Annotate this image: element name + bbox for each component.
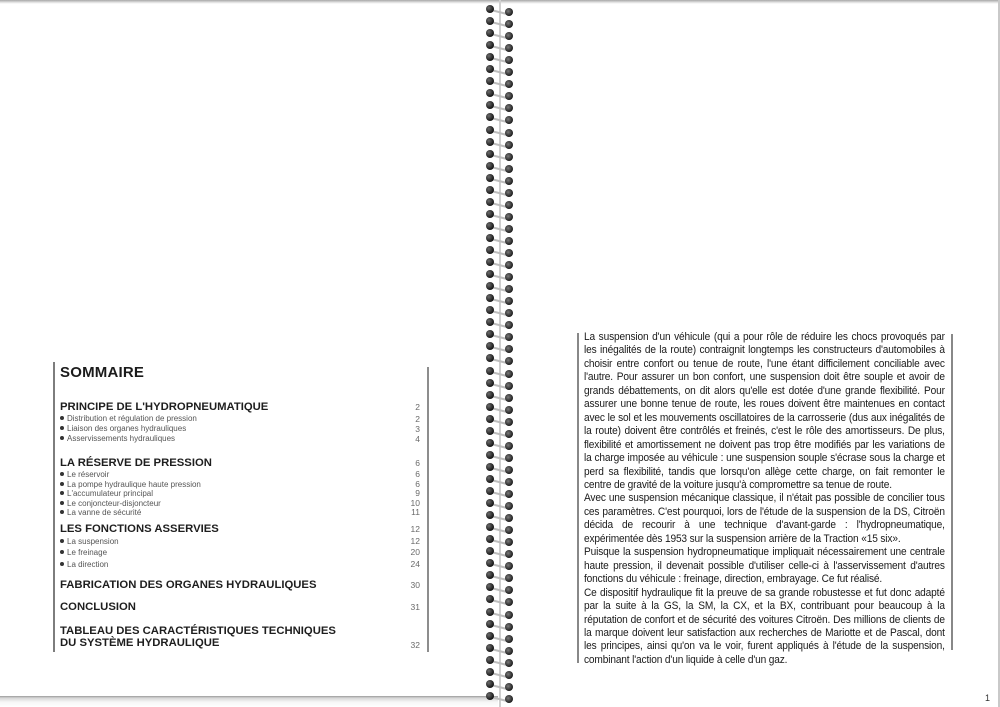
spiral-ring-icon [480, 4, 520, 16]
paragraph: Ce dispositif hydraulique fit la preuve de sa grande robustesse et fut donc adapté par la suite à la GS, la SM, la CX, et la BX, contribuant pour beaucoup à la réputation de confort et de sécurité des voitures Citroën. Des millions de clients de la marque doivent leur satisfaction aux recherches de Mariotte et de Pascal, dont les principes, ainsi qu'on va le voir, furent appliqués à l'étude de la suspension, combinant l'action d'un liquide à celle d'un gaz. [584, 586, 945, 666]
bullet-icon [60, 472, 64, 476]
spiral-ring-icon [480, 462, 520, 474]
toc-item[interactable] [60, 414, 420, 424]
spiral-ring-icon [480, 329, 520, 341]
spiral-ring-icon [480, 209, 520, 221]
spiral-ring-icon [480, 40, 520, 52]
toc-item-label: Liaison des organes hydrauliques [67, 424, 187, 434]
toc-item-label: Distribution et régulation de pression [67, 414, 197, 423]
spiral-ring-icon [480, 667, 520, 679]
spiral-ring-icon [480, 474, 520, 486]
spiral-ring-icon [480, 655, 520, 667]
spiral-ring-icon [480, 414, 520, 426]
spiral-ring-icon [480, 245, 520, 257]
toc-section-fonctions [60, 523, 420, 570]
spiral-ring-icon [480, 631, 520, 643]
spiral-ring-icon [480, 257, 520, 269]
spiral-ring-icon [480, 510, 520, 522]
bullet-icon [60, 562, 64, 566]
bullet-icon [60, 491, 64, 495]
toc-item[interactable] [60, 559, 420, 570]
spiral-ring-icon [480, 28, 520, 40]
spiral-ring-icon [480, 173, 520, 185]
toc-page-number: 9 [415, 488, 420, 498]
spiral-ring-icon [480, 522, 520, 534]
toc-item-label: La pompe hydraulique haute pression [67, 479, 201, 489]
toc-heading[interactable] [60, 579, 420, 592]
toc-heading-label: PRINCIPE DE L'HYDROPNEUMATIQUE [60, 401, 269, 413]
toc-heading-label-line2: DU SYSTÈME HYDRAULIQUE [60, 637, 220, 649]
toc-item[interactable] [60, 470, 420, 480]
toc-page-number: 6 [415, 469, 420, 479]
spiral-ring-icon [480, 353, 520, 365]
spiral-ring-icon [480, 378, 520, 390]
toc-heading[interactable] [60, 401, 420, 414]
bullet-icon [60, 482, 64, 486]
bullet-icon [60, 501, 64, 505]
toc-heading-label: LES FONCTIONS ASSERVIES [60, 523, 219, 535]
bullet-icon [60, 539, 64, 543]
spiral-ring-icon [480, 366, 520, 378]
text-right-rule [951, 334, 953, 650]
spiral-ring-icon [480, 269, 520, 281]
page-number: 1 [985, 693, 991, 703]
intro-text-block [584, 331, 945, 667]
spiral-ring-icon [480, 16, 520, 28]
toc-item-label: La direction [67, 559, 109, 569]
toc-item-label: Asservissements hydrauliques [67, 434, 176, 444]
toc-section-principe [60, 401, 420, 445]
toc-item[interactable] [60, 499, 420, 509]
toc-title: SOMMAIRE [60, 364, 145, 381]
spiral-ring-icon [480, 64, 520, 76]
toc-page-number: 6 [415, 478, 420, 489]
spiral-ring-icon [480, 486, 520, 498]
toc-heading[interactable] [60, 457, 420, 470]
toc-page-number: 2 [415, 402, 420, 412]
toc-page-number: 31 [410, 602, 420, 612]
spiral-ring-icon [480, 233, 520, 245]
spiral-binding-icon [480, 0, 520, 707]
spiral-ring-icon [480, 52, 520, 64]
spiral-ring-icon [480, 546, 520, 558]
toc-page-number: 12 [410, 524, 420, 534]
toc-section-conclusion [60, 601, 420, 614]
left-page-bottom-edge [0, 696, 498, 707]
spiral-ring-icon [480, 197, 520, 209]
spiral-ring-icon [480, 112, 520, 124]
toc-item[interactable] [60, 489, 420, 499]
toc-page-number: 10 [410, 497, 420, 508]
spiral-ring-icon [480, 450, 520, 462]
paragraph: Avec une suspension mécanique classique, il n'était pas possible de concilier tous ces paramètres. C'est pourquoi, lors de l'étude de la suspension de la DS, Citroën décida de recourir à une technique d'avant-garde : l'hydropneumatique, expérimentée dès 1953 sur la suspension arrière de la Traction «15 six». [584, 492, 945, 545]
spiral-ring-icon [480, 305, 520, 317]
toc-page-number: 3 [415, 424, 420, 435]
spiral-ring-icon [480, 281, 520, 293]
toc-page-number: 20 [410, 547, 420, 558]
spiral-ring-icon [480, 293, 520, 305]
toc-page-number: 11 [411, 507, 420, 517]
paragraph: Puisque la suspension hydropneumatique impliquait nécessairement une centrale haute pression, il devenait possible d'utiliser celle-ci à l'asservissement d'autres fonctions du véhicule : freinage, direction, embrayage. Ce fut réalisé. [584, 546, 945, 586]
toc-page-number: 12 [410, 536, 420, 546]
toc-page-number: 2 [415, 414, 420, 424]
spiral-ring-icon [480, 534, 520, 546]
toc-item-label: Le freinage [67, 548, 108, 558]
spiral-ring-icon [480, 88, 520, 100]
toc-heading[interactable] [60, 601, 420, 614]
spiral-ring-icon [480, 607, 520, 619]
spiral-ring-icon [480, 100, 520, 112]
toc-item[interactable] [60, 536, 420, 547]
toc-heading-label: FABRICATION DES ORGANES HYDRAULIQUES [60, 579, 317, 591]
spiral-ring-icon [480, 570, 520, 582]
spiral-ring-icon [480, 426, 520, 438]
toc-item-label: La suspension [67, 537, 119, 546]
toc-heading[interactable] [60, 625, 420, 649]
spiral-ring-icon [480, 76, 520, 88]
spiral-ring-icon [480, 161, 520, 173]
toc-page-number: 6 [415, 458, 420, 468]
toc-page-number: 30 [410, 580, 420, 590]
spiral-ring-icon [480, 185, 520, 197]
toc-item-label: Le conjoncteur-disjoncteur [67, 498, 161, 508]
bullet-icon [60, 510, 64, 514]
toc-item-label: Le réservoir [67, 470, 110, 479]
toc-item-label: L'accumulateur principal [67, 489, 154, 498]
toc-section-fabrication [60, 579, 420, 592]
spiral-ring-icon [480, 619, 520, 631]
spiral-ring-icon [480, 137, 520, 149]
toc-left-rule [53, 362, 55, 652]
spiral-ring-icon [480, 594, 520, 606]
bullet-icon [60, 426, 64, 430]
spiral-ring-icon [480, 498, 520, 510]
toc-heading-label: LA RÉSERVE DE PRESSION [60, 457, 212, 469]
spiral-ring-icon [480, 582, 520, 594]
toc-heading[interactable] [60, 523, 420, 536]
toc-item[interactable] [60, 424, 420, 434]
spiral-ring-icon [480, 679, 520, 691]
toc-right-rule [427, 367, 429, 652]
spiral-ring-icon [480, 125, 520, 137]
toc-heading-label: CONCLUSION [60, 601, 136, 613]
toc-item[interactable] [60, 547, 420, 558]
bullet-icon [60, 416, 64, 420]
text-left-rule [577, 333, 579, 663]
spiral-ring-icon [480, 558, 520, 570]
spiral-ring-icon [480, 341, 520, 353]
toc-section-reserve [60, 457, 420, 518]
toc-page-number: 32 [410, 640, 420, 650]
toc-item[interactable] [60, 508, 420, 518]
spiral-ring-icon [480, 221, 520, 233]
spiral-ring-icon [480, 317, 520, 329]
spiral-ring-icon [480, 691, 520, 703]
bullet-icon [60, 550, 64, 554]
toc-page-number: 24 [410, 558, 420, 569]
spiral-ring-icon [480, 643, 520, 655]
spiral-ring-icon [480, 149, 520, 161]
toc-item-label: La vanne de sécurité [67, 508, 142, 517]
toc-heading-label-line1: TABLEAU DES CARACTÉRISTIQUES TECHNIQUES [60, 625, 336, 637]
paragraph: La suspension d'un véhicule (qui a pour rôle de réduire les chocs provoqués par les inégalités de la route) contraignit longtemps les constructeurs d'automobiles à choisir entre confort ou tenue de route, l'une étant difficilement conciliable avec l'autre. Pour assurer un bon confort, une suspension doit être souple et avoir de grands débattements, on dit alors qu'elle est dotée d'une grande flexibilité. Pour assurer une bonne tenue de route, les roues doivent être maintenues en contact avec le sol et les mouvements oscillatoires de la carrosserie (dus aux inégalités de la route) doivent être contrôlés et freinés, c'est le rôle des amortisseurs. De plus, flexibilité et amortissement ne doivent pas trop être modifiés par les variations de la charge imposée au véhicule : une suspension souple s'écrase sous la charge et perd sa flexibilité, tandis que lorsqu'on allège cette charge, on fait remonter le centre de gravité de la voiture jusqu'à compromettre sa tenue de route. [584, 331, 945, 491]
toc-item[interactable] [60, 480, 420, 490]
spiral-ring-icon [480, 402, 520, 414]
toc-page-number: 4 [415, 434, 420, 445]
bullet-icon [60, 436, 64, 440]
spiral-ring-icon [480, 438, 520, 450]
spiral-ring-icon [480, 390, 520, 402]
toc-section-tableau [60, 625, 420, 649]
toc-item[interactable] [60, 434, 420, 444]
